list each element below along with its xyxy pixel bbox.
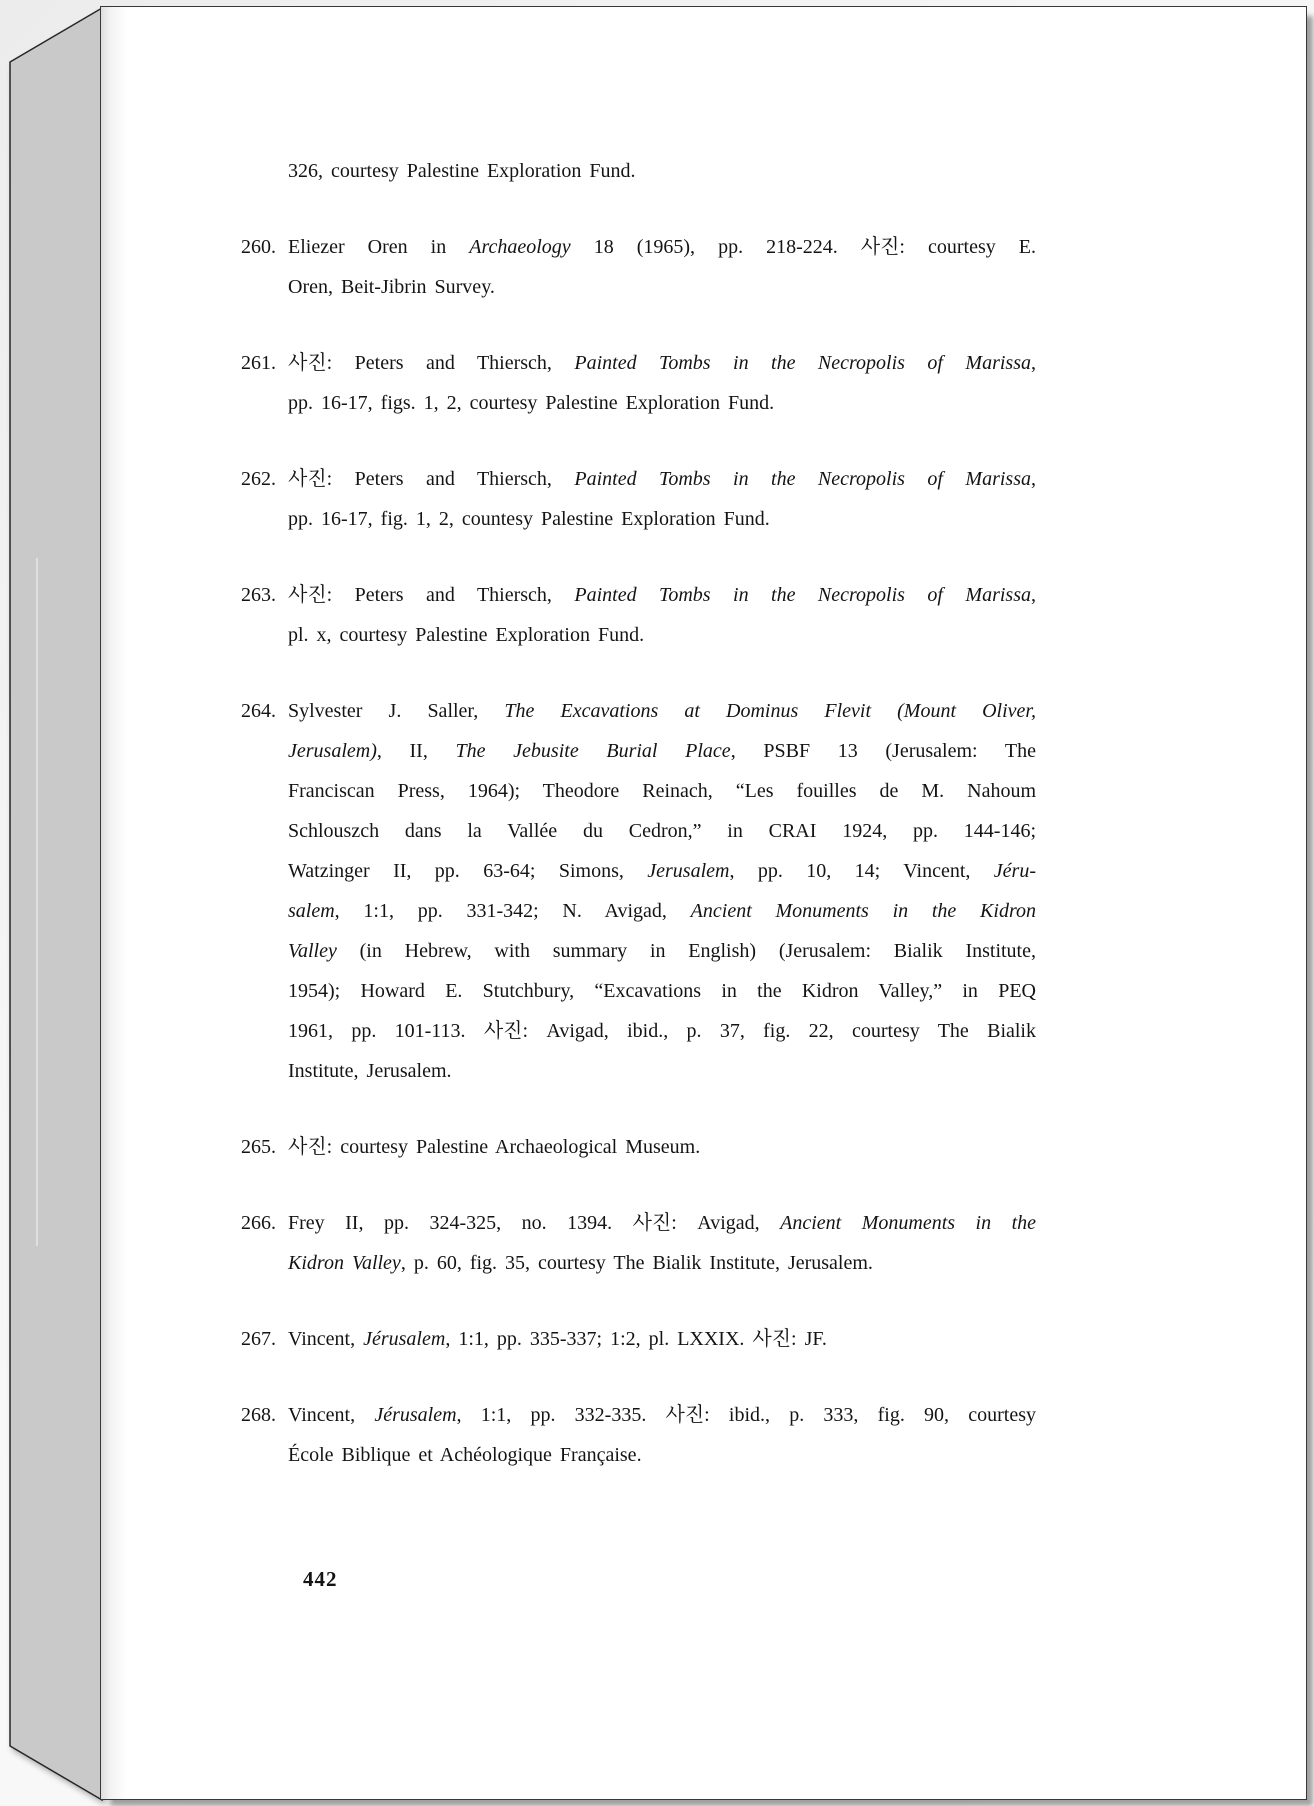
- text-segment: École Biblique et Achéologique Française.: [288, 1444, 642, 1466]
- reference-line: [288, 771, 1036, 811]
- text-segment: ,: [1031, 468, 1036, 490]
- reference-line: [241, 227, 1036, 267]
- reference-line: [288, 267, 1036, 307]
- text-segment: pp. 16-17, figs. 1, 2, courtesy Palestine Exploration Fund.: [288, 392, 775, 414]
- reference-line: [241, 1127, 1036, 1167]
- text-segment: (in Hebrew, with summary in English) (Jerusalem: Bialik Institute,: [336, 940, 1036, 962]
- text-segment: , p. 60, fig. 35, courtesy The Bialik Institute, Jerusalem.: [400, 1252, 873, 1274]
- reference-list: [241, 7, 1037, 1599]
- entry-number: 267.: [241, 1328, 276, 1350]
- reference-entry: [241, 227, 1036, 307]
- text-segment: Jéru-: [993, 860, 1036, 882]
- reference-entry: [241, 691, 1036, 1091]
- reference-line: [241, 575, 1036, 615]
- text-segment: Ancient Monuments in the: [780, 1212, 1036, 1234]
- text-segment: pp. 16-17, fig. 1, 2, countesy Palestine Exploration Fund.: [288, 508, 770, 530]
- text-segment: 사진: Peters and Thiersch,: [288, 584, 575, 606]
- book-spine-edge: [10, 8, 102, 1800]
- text-segment: , 1:1, pp. 335-337; 1:2, pl. LXXIX. 사진: JF.: [445, 1328, 827, 1350]
- text-segment: Painted Tombs in the Necropolis of Marissa: [574, 468, 1031, 490]
- text-segment: Schlouszch dans la Vallée du Cedron,” in CRAI 1924, pp. 144-146;: [288, 820, 1036, 842]
- text-segment: Vincent,: [288, 1404, 375, 1426]
- text-segment: Painted Tombs in the Necropolis of Marissa: [574, 352, 1031, 374]
- entry-number: 264.: [241, 700, 276, 722]
- text-segment: Vincent,: [288, 1328, 364, 1350]
- text-segment: Jerusalem): [288, 740, 377, 762]
- text-segment: Jérusalem: [374, 1404, 457, 1426]
- text-segment: Ancient Monuments in the Kidron: [690, 900, 1036, 922]
- text-segment: Oren, Beit-Jibrin Survey.: [288, 276, 495, 298]
- page-number-label: 442: [303, 1567, 338, 1591]
- reference-entry: [241, 1203, 1036, 1283]
- reference-line: [288, 615, 1036, 655]
- text-segment: , 1:1, pp. 331-342; N. Avigad,: [334, 900, 691, 922]
- text-segment: The Excavations at Dominus Flevit (Mount Oliver,: [504, 700, 1036, 722]
- reference-line: [241, 343, 1036, 383]
- entry-number: 268.: [241, 1404, 276, 1426]
- entry-number: 261.: [241, 352, 276, 374]
- reference-entry: [241, 575, 1036, 655]
- text-segment: 1954); Howard E. Stutchbury, “Excavations in the Kidron Valley,” in PEQ: [288, 980, 1036, 1002]
- reference-line: [288, 811, 1036, 851]
- text-segment: The Jebusite Burial Place: [455, 740, 731, 762]
- reference-line: [288, 1243, 1036, 1283]
- entry-number: 260.: [241, 236, 276, 258]
- entry-number: 262.: [241, 468, 276, 490]
- text-segment: , II,: [376, 740, 456, 762]
- reference-line: [288, 499, 1036, 539]
- page-surface: [100, 6, 1307, 1800]
- reference-entry: [241, 1127, 1036, 1167]
- text-segment: 사진: Peters and Thiersch,: [288, 468, 575, 490]
- text-segment: , pp. 10, 14; Vincent,: [729, 860, 994, 882]
- entry-number: 263.: [241, 584, 276, 606]
- text-segment: Frey II, pp. 324-325, no. 1394. 사진: Avigad,: [288, 1212, 781, 1234]
- text-segment: Eliezer Oren in: [288, 236, 470, 258]
- reference-line: [288, 1051, 1036, 1091]
- reference-line: [288, 1435, 1036, 1475]
- text-segment: , PSBF 13 (Jerusalem: The: [730, 740, 1036, 762]
- text-segment: ,: [1031, 352, 1036, 374]
- text-segment: 326, courtesy Palestine Exploration Fund.: [288, 160, 636, 182]
- reference-entry: [241, 1395, 1037, 1475]
- reference-line: [288, 971, 1036, 1011]
- text-segment: 사진: courtesy Palestine Archaeological Museum.: [288, 1136, 701, 1158]
- reference-entry: [241, 343, 1036, 423]
- text-segment: Jérusalem: [363, 1328, 446, 1350]
- reference-line: [288, 931, 1036, 971]
- reference-line: [288, 891, 1036, 931]
- text-segment: ,: [1031, 584, 1036, 606]
- reference-entry: [241, 1319, 1036, 1359]
- entry-number: 266.: [241, 1212, 276, 1234]
- reference-line: [241, 459, 1036, 499]
- reference-line: [288, 383, 1036, 423]
- text-segment: Institute, Jerusalem.: [288, 1060, 452, 1082]
- reference-line: [241, 691, 1036, 731]
- reference-line: [288, 151, 1036, 191]
- text-segment: Franciscan Press, 1964); Theodore Reinach, “Les fouilles de M. Nahoum: [288, 780, 1036, 802]
- text-segment: Valley: [288, 940, 337, 962]
- text-segment: 18 (1965), pp. 218-224. 사진: courtesy E.: [570, 236, 1036, 258]
- reference-entry: [241, 459, 1036, 539]
- reference-line: [288, 851, 1036, 891]
- text-segment: 사진: Peters and Thiersch,: [288, 352, 575, 374]
- text-segment: Jerusalem: [647, 860, 730, 882]
- text-segment: Archaeology: [469, 236, 571, 258]
- text-segment: salem: [288, 900, 335, 922]
- text-segment: , 1:1, pp. 332-335. 사진: ibid., p. 333, fig. 90, courtesy: [456, 1404, 1037, 1426]
- text-segment: 1961, pp. 101-113. 사진: Avigad, ibid., p. 37, fig. 22, courtesy The Bialik: [288, 1020, 1036, 1042]
- reference-entry: [288, 151, 1036, 191]
- text-segment: Watzinger II, pp. 63-64; Simons,: [288, 860, 648, 882]
- reference-line: [241, 1203, 1036, 1243]
- text-segment: pl. x, courtesy Palestine Exploration Fund.: [288, 624, 645, 646]
- entry-number: 265.: [241, 1136, 276, 1158]
- text-segment: Kidron Valley: [288, 1252, 401, 1274]
- reference-line: [288, 731, 1036, 771]
- reference-line: [288, 1011, 1036, 1051]
- reference-line: [241, 1319, 1036, 1359]
- text-segment: Sylvester J. Saller,: [288, 700, 505, 722]
- reference-line: [241, 1395, 1037, 1435]
- text-segment: Painted Tombs in the Necropolis of Marissa: [574, 584, 1031, 606]
